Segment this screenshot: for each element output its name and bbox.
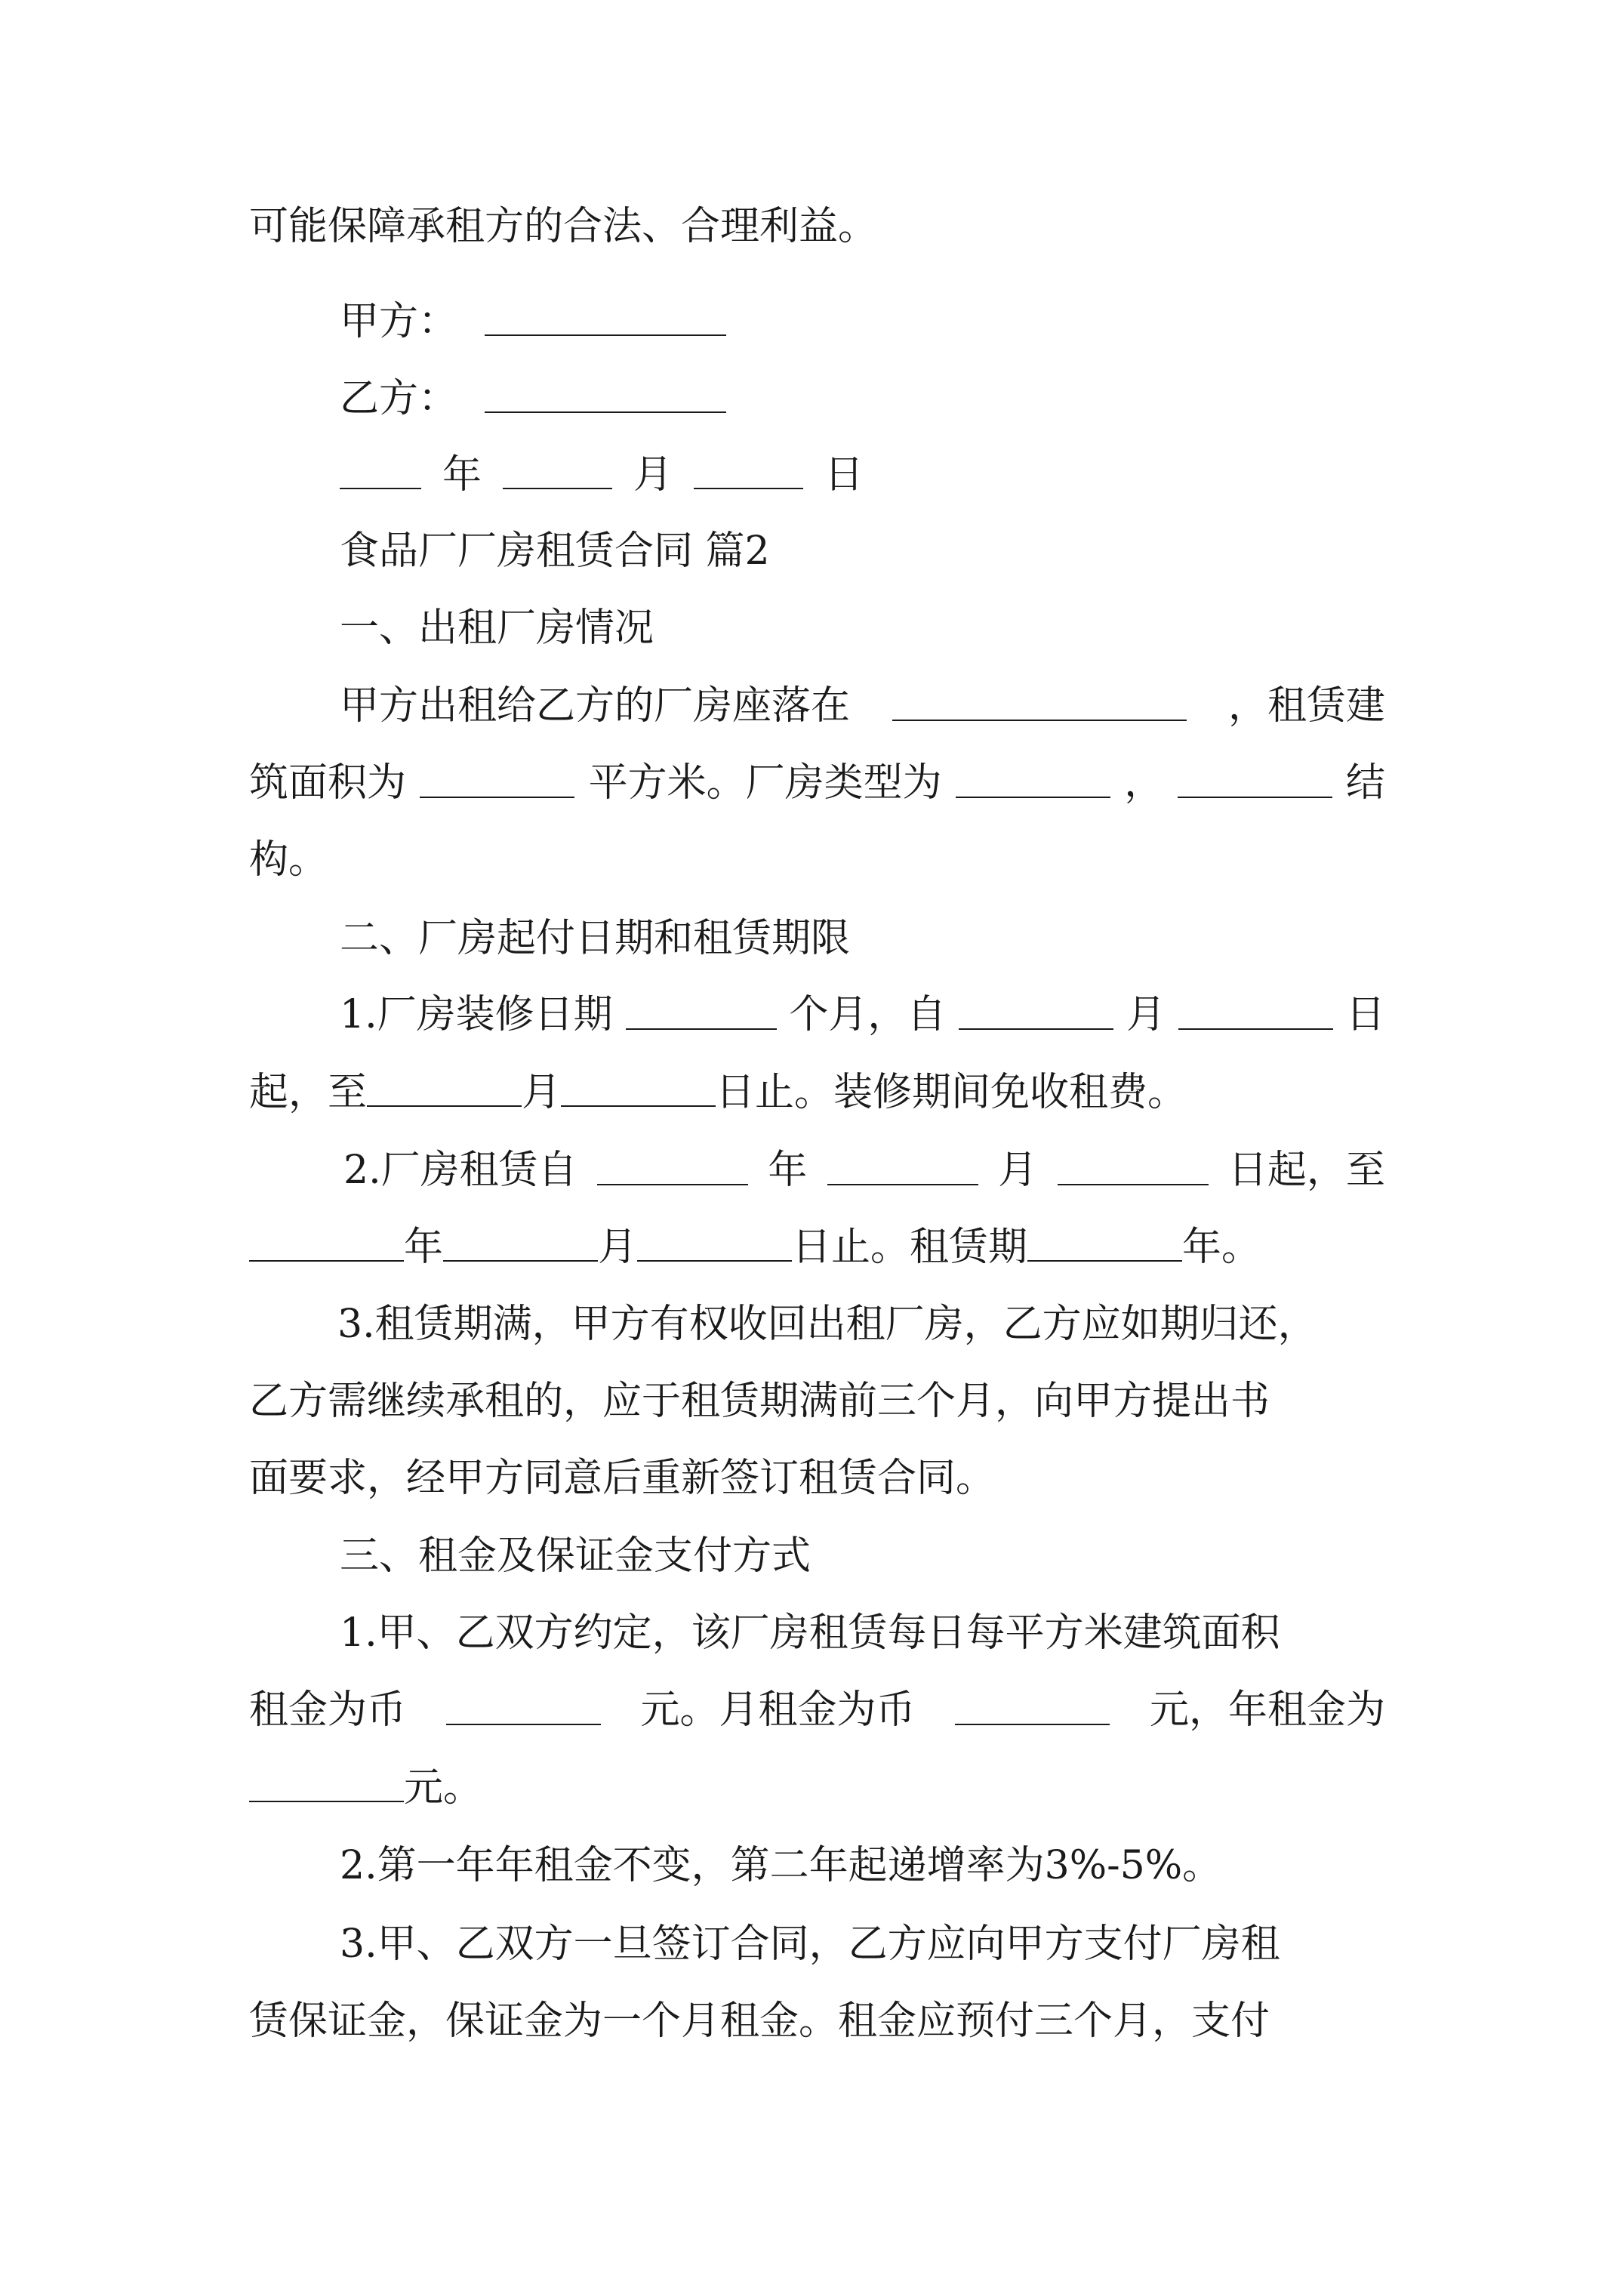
paragraph-line (340, 683, 1385, 729)
text-run: 3.租赁期满，甲方有权收回出租厂房，乙方应如期归还， (337, 1302, 1317, 1347)
paragraph-line: 乙方需继续承租的，应于租赁期满前三个月，向甲方提出书 (249, 1379, 1270, 1424)
blank (249, 1224, 404, 1262)
paragraph-line (249, 760, 1385, 806)
paragraph-line: 2.第一年年租金不变，第二年起递增率为3%-5%。 (340, 1843, 1222, 1888)
area-blank (420, 760, 574, 798)
daily-rent-blank (446, 1687, 601, 1725)
text-run: 筑面积为 (249, 760, 407, 806)
month-label: 月 (633, 452, 673, 498)
blank (959, 992, 1113, 1030)
paragraph-line: 1.甲、乙双方约定，该厂房租赁每日每平方米建筑面积 (340, 1610, 1280, 1656)
text-run: 起，至 (249, 1070, 368, 1115)
text-run: 年 (768, 1148, 808, 1193)
paragraph-line (343, 1148, 1385, 1193)
text-run: 日止。装修期间免收租费。 (716, 1070, 1187, 1115)
party-a-blank (485, 298, 726, 336)
location-blank (892, 683, 1187, 721)
text-run: 元。月租金为币 (640, 1687, 916, 1733)
type-blank (956, 760, 1110, 798)
annual-rent-blank (249, 1764, 404, 1802)
blank (1058, 1148, 1209, 1185)
paragraph-line (249, 1764, 482, 1811)
blank (637, 1224, 792, 1262)
structure-blank (1178, 760, 1332, 798)
paragraph-line (340, 992, 1385, 1037)
blank (443, 1224, 598, 1262)
party-b-label: 乙方： (340, 376, 458, 421)
day-label: 日 (824, 452, 864, 498)
text-run: 月 (1126, 992, 1166, 1037)
blank (561, 1069, 716, 1107)
paragraph-line (249, 1687, 1385, 1733)
party-a-label: 甲方： (340, 299, 458, 344)
blank (827, 1148, 978, 1185)
text-run: 结 (1345, 760, 1385, 806)
text-run: 甲方出租给乙方的厂房座落在 (340, 683, 851, 729)
text-run: 个月，自 (789, 992, 947, 1037)
text-run: 元，年租金为 (1149, 1687, 1385, 1733)
text-run: 租金为币 (249, 1687, 407, 1733)
text-run: 日止。租赁期 (792, 1225, 1028, 1270)
paragraph-line: 赁保证金，保证金为一个月租金。租金应预付三个月，支付 (249, 1999, 1270, 2044)
party-b-blank (485, 375, 726, 413)
blank (1027, 1224, 1182, 1262)
text-run: ， (1124, 760, 1164, 806)
heading-1: 一、出租厂房情况 (340, 606, 654, 651)
heading-3: 三、租金及保证金支付方式 (340, 1533, 812, 1579)
text-run: 1.厂房装修日期 (340, 992, 613, 1037)
text-run: 元。 (404, 1765, 483, 1811)
paragraph-line (337, 1302, 1385, 1347)
text-run: 月 (598, 1225, 638, 1270)
signature-date-line (340, 451, 864, 498)
paragraph-line (249, 1224, 1261, 1270)
paragraph-line (249, 1069, 1187, 1115)
year-label: 年 (442, 452, 482, 498)
section-title: 食品厂厂房租赁合同 篇2 (340, 529, 770, 574)
text-run: 年 (404, 1225, 444, 1270)
blank (597, 1148, 748, 1185)
text-run: 年。 (1182, 1225, 1261, 1270)
text-run: 平方米。厂房类型为 (588, 760, 942, 806)
text-run: ，租赁建 (1227, 683, 1385, 729)
paragraph-line: 3.甲、乙双方一旦签订合同，乙方应向甲方支付厂房租 (340, 1922, 1280, 1967)
text-run: 日起，至 (1227, 1148, 1385, 1193)
paragraph-line: 可能保障承租方的合法、合理利益。 (249, 204, 878, 249)
text-run: 2.厂房租赁自 (343, 1148, 577, 1193)
paragraph-line: 构。 (249, 837, 328, 883)
blank (626, 992, 777, 1030)
day-blank (694, 451, 803, 489)
monthly-rent-blank (955, 1687, 1110, 1725)
party-a-signature-line (340, 298, 726, 344)
blank (1178, 992, 1333, 1030)
text-run: 月 (998, 1148, 1038, 1193)
blank (367, 1069, 522, 1107)
paragraph-line: 面要求，经甲方同意后重新签订租赁合同。 (249, 1456, 996, 1501)
text-run: 月 (522, 1070, 562, 1115)
year-blank (340, 451, 421, 489)
month-blank (503, 451, 612, 489)
text-run: 日 (1345, 992, 1385, 1037)
heading-2: 二、厂房起付日期和租赁期限 (340, 916, 851, 961)
party-b-signature-line (340, 375, 726, 421)
